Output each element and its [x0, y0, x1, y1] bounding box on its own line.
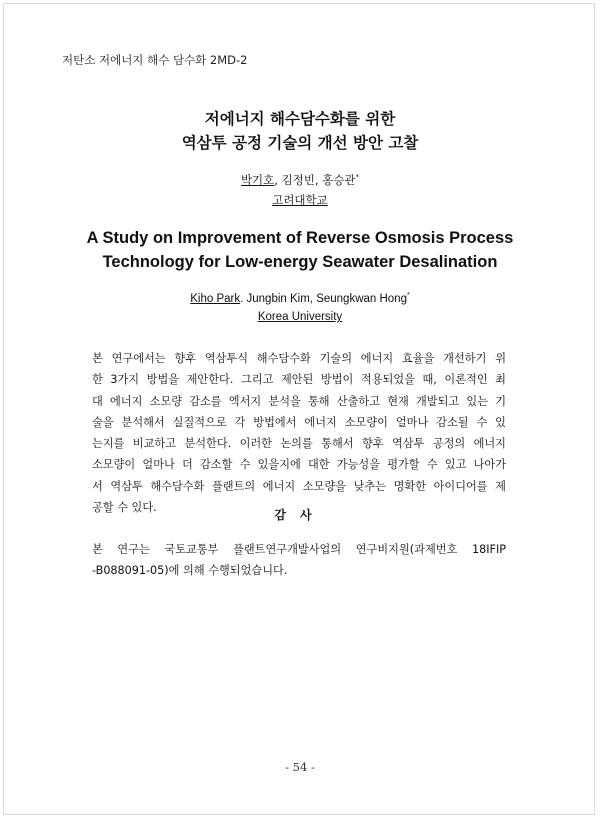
- acknowledgement-line: -B088091-05)에 의해 수행되었습니다.: [92, 564, 288, 577]
- english-authors: [0, 292, 600, 305]
- english-affiliation: [0, 311, 600, 323]
- running-head: 저탄소 저에너지 해수 담수화 2MD-2: [62, 53, 248, 67]
- acknowledgement-body: [92, 539, 506, 581]
- korean-title-line-1: 저에너지 해수담수화를 위한: [204, 110, 396, 128]
- abstract-line: 대 에너지 소모량 감소를 엑서지 분석을 통해 산출하고 현재 개발되고 있는 기: [92, 394, 506, 408]
- abstract-line: 술을 분석해서 실질적으로 각 방법에서 에너지 소모량이 얼마나 감소될 수 있: [92, 415, 506, 429]
- page-number: - 54 -: [285, 760, 315, 774]
- abstract-line: 한 3가지 방법을 제안한다. 그리고 제안된 방법이 적용되었을 때, 이론적인 최: [92, 373, 506, 387]
- abstract-line: 는지를 비교하고 분석한다. 이러한 논의를 통해서 향후 역삼투 공정의 에너지: [92, 437, 506, 451]
- korean-affiliation-text: 고려대학교: [272, 193, 328, 207]
- korean-author-1: 박기호: [240, 173, 275, 187]
- korean-title-line-2: 역삼투 공정 기술의 개선 방안 고찰: [181, 134, 419, 152]
- korean-affiliation: [0, 192, 600, 208]
- abstract-body: [92, 348, 506, 518]
- abstract-line: 소모량이 얼마나 더 감소할 수 있을지에 대한 가능성을 평가할 수 있고 나아가: [92, 458, 506, 472]
- english-title-line-1: A Study on Improvement of Reverse Osmosis Process: [86, 229, 514, 247]
- english-authors-rest: . Jungbin Kim, Seungkwan Hong: [240, 292, 407, 305]
- acknowledgement-heading: 감사: [274, 508, 326, 522]
- english-author-1: Kiho Park: [190, 292, 241, 305]
- corresponding-mark-kr: *: [355, 173, 360, 182]
- english-affiliation-text: Korea University: [257, 311, 343, 323]
- korean-authors-rest: , 김정빈, 홍승관: [274, 173, 356, 187]
- acknowledgement-line: 본 연구는 국토교통부 플랜트연구개발사업의 연구비지원(과제번호 18IFIP: [92, 543, 506, 556]
- abstract-line: 공할 수 있다.: [92, 501, 157, 515]
- korean-authors: [0, 172, 600, 188]
- english-title-line-2: Technology for Low-energy Seawater Desalination: [102, 253, 498, 271]
- abstract-line: 본 연구에서는 향후 역삼투식 해수담수화 기술의 에너지 효율을 개선하기 위: [92, 352, 506, 365]
- corresponding-mark-en: *: [406, 292, 410, 299]
- abstract-line: 서 역삼투 해수담수화 플랜트의 에너지 소모량을 낮추는 명확한 아이디어를 제: [92, 479, 506, 493]
